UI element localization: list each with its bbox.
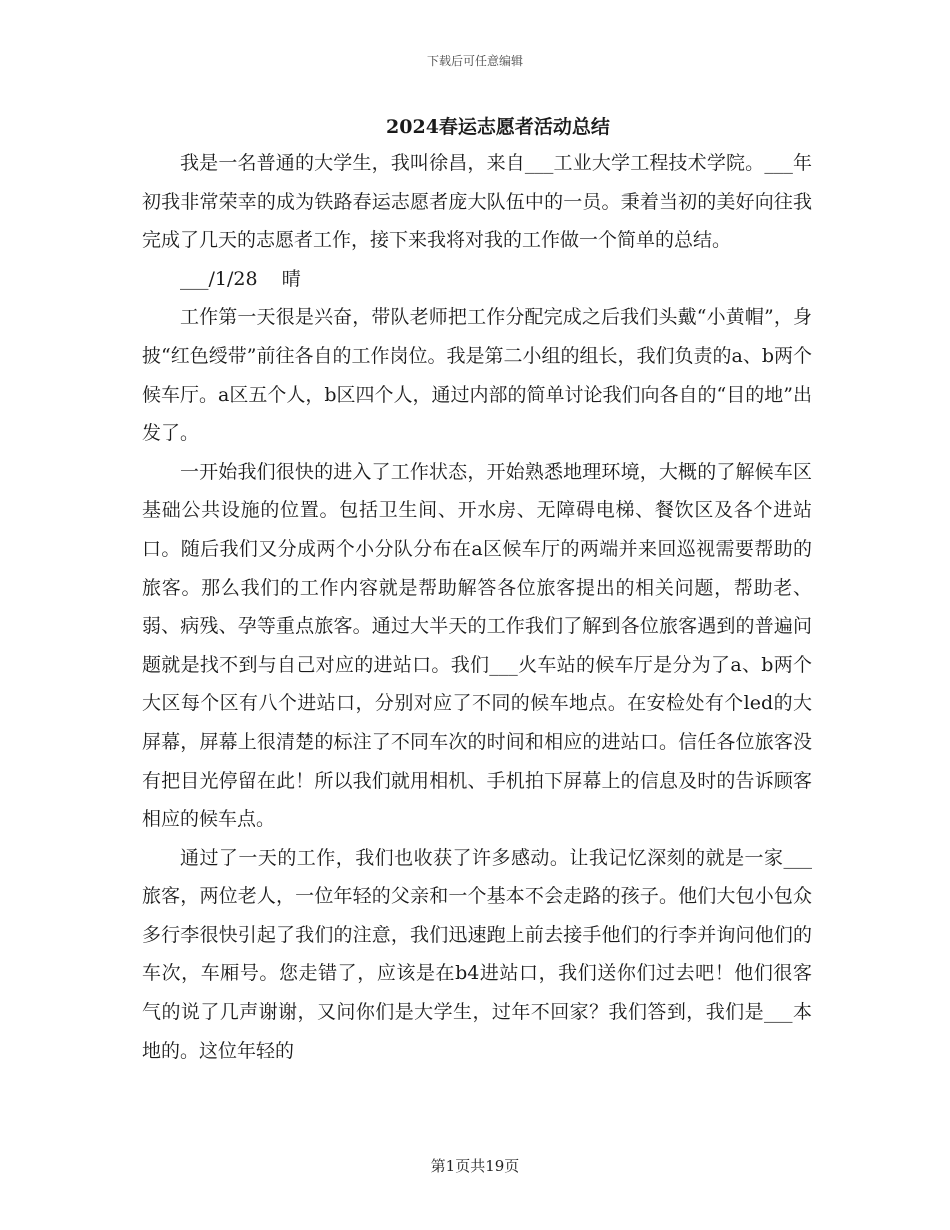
- paragraph-intro: 我是一名普通的大学生，我叫徐昌，来自___工业大学工程技术学院。___年初我非常荣幸的成为铁路春运志愿者庞大队伍中的一员。秉着当初的美好向往我完成了几天的志愿者工作，接下来我将对我的工作做一个简单的总结。: [142, 152, 812, 252]
- document-title: 2024春运志愿者活动总结: [386, 116, 610, 138]
- paragraph-first-day: 工作第一天很是兴奋，带队老师把工作分配完成之后我们头戴“小黄帽”，身披“红色绶带”前往各自的工作岗位。我是第二小组的组长，我们负责的a、b两个候车厅。a区五个人，b区四个人，通过内部的简单讨论我们向各自的“目的地”出发了。: [142, 306, 812, 445]
- paragraph-touching-story: 通过了一天的工作，我们也收获了许多感动。让我记忆深刻的就是一家___旅客，两位老人，一位年轻的父亲和一个基本不会走路的孩子。他们大包小包众多行李很快引起了我们的注意，我们迅速跑上前去接手他们的行李并询问他们的车次，车厢号。您走错了，应该是在b4进站口，我们送你们过去吧！他们很客气的说了几声谢谢，又问你们是大学生，过年不回家？我们答到，我们是___本地的。这位年轻的: [142, 846, 812, 1062]
- document-body: [142, 144, 812, 1070]
- page-number: 第1页共19页: [430, 1157, 520, 1175]
- page-header-note: 下载后可任意编辑: [426, 54, 523, 68]
- paragraph-work-content: 一开始我们很快的进入了工作状态，开始熟悉地理环境，大概的了解候车区基础公共设施的位置。包括卫生间、开水房、无障碍电梯、餐饮区及各个进站口。随后我们又分成两个小分队分布在a区候车厅的两端并来回巡视需要帮助的旅客。那么我们的工作内容就是帮助解答各位旅客提出的相关问题，帮助老、弱、病残、孕等重点旅客。通过大半天的工作我们了解到各位旅客遇到的普遍问题就是找不到与自己对应的进站口。我们___火车站的候车厅是分为了a、b两个大区每个区有八个进站口，分别对应了不同的候车地点。在安检处有个led的大屏幕，屏幕上很清楚的标注了不同车次的时间和相应的进站口。信任各位旅客没有把目光停留在此！所以我们就用相机、手机拍下屏幕上的信息及时的告诉顾客相应的候车点。: [142, 460, 812, 831]
- date-weather-line: ___/1/28 晴: [180, 267, 301, 290]
